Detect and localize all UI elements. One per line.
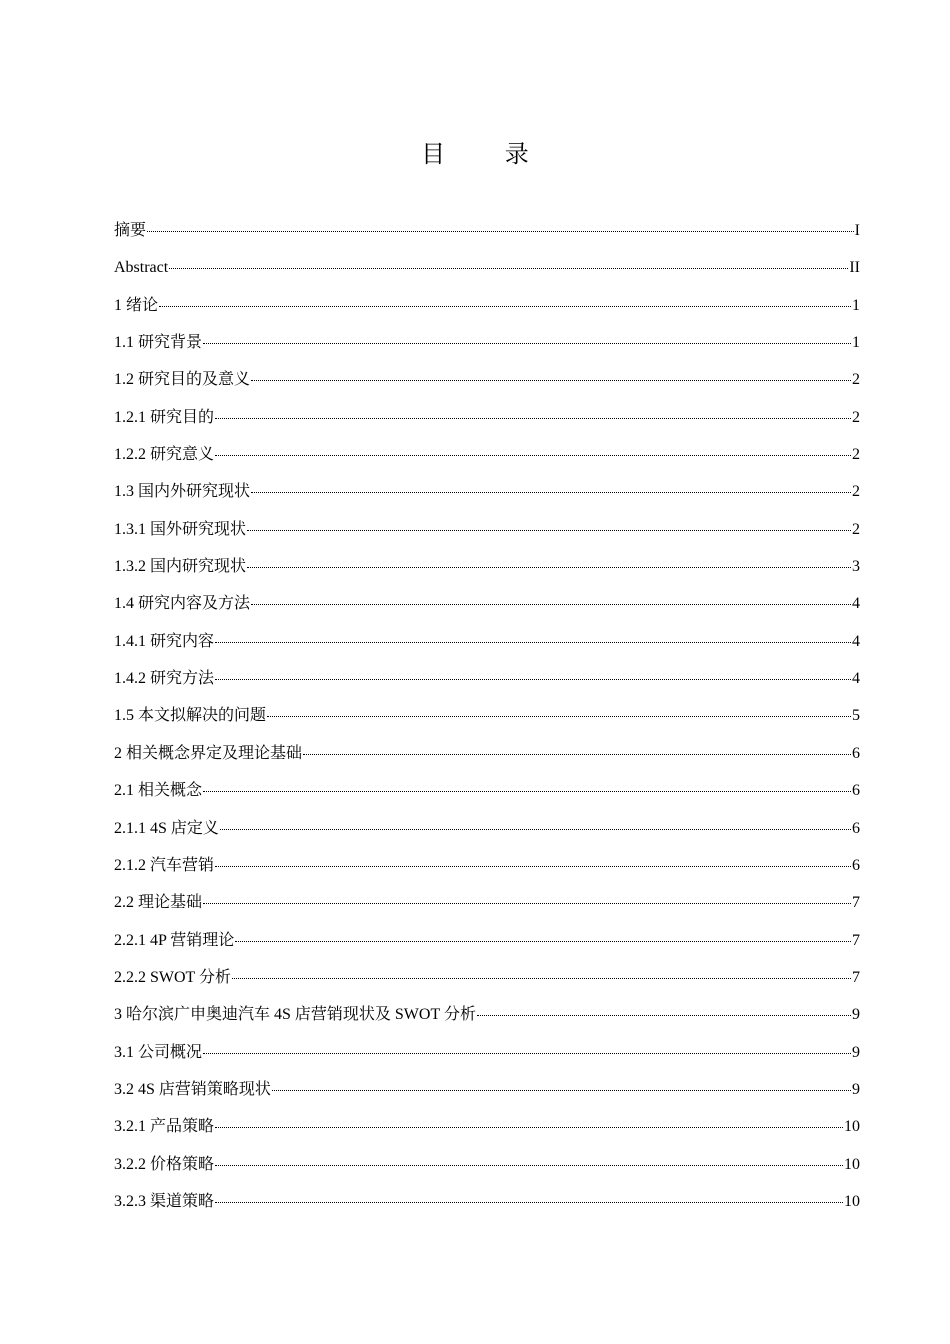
toc-dot-leader (215, 1202, 843, 1203)
toc-dot-leader (203, 791, 851, 792)
toc-entry-page-number: II (849, 259, 860, 277)
toc-entry-label: 3 哈尔滨广申奥迪汽车 4S 店营销现状及 SWOT 分析 (114, 1006, 476, 1024)
toc-entry[interactable] (114, 1076, 860, 1113)
toc-entry-page-number: 6 (852, 744, 860, 762)
toc-entry-label: 3.1 公司概况 (114, 1043, 203, 1061)
toc-entry-page-number: 4 (852, 595, 860, 613)
toc-entry[interactable] (114, 366, 860, 403)
toc-entry-label: 1.2.1 研究目的 (114, 408, 215, 426)
toc-dot-leader (215, 1165, 843, 1166)
toc-dot-leader (203, 343, 851, 344)
toc-entry[interactable] (114, 441, 860, 478)
toc-entry[interactable] (114, 590, 860, 627)
toc-entry-page-number: 1 (852, 334, 860, 352)
toc-entry-page-number: 10 (844, 1155, 860, 1173)
toc-entry[interactable] (114, 292, 860, 329)
toc-entry-label: 1.4.2 研究方法 (114, 670, 215, 688)
toc-entry-label: 3.2 4S 店营销策略现状 (114, 1080, 271, 1098)
toc-dot-leader (203, 1053, 851, 1054)
toc-entry[interactable] (114, 478, 860, 515)
toc-entry[interactable] (114, 1039, 860, 1076)
toc-entry[interactable] (114, 740, 860, 777)
toc-entry[interactable] (114, 628, 860, 665)
toc-entry[interactable] (114, 1151, 860, 1188)
toc-entry[interactable] (114, 815, 860, 852)
toc-dot-leader (251, 380, 851, 381)
toc-entry[interactable] (114, 702, 860, 739)
toc-entry[interactable] (114, 217, 860, 254)
toc-entry[interactable] (114, 777, 860, 814)
toc-dot-leader (215, 642, 851, 643)
toc-entry-label: 1.4.1 研究内容 (114, 632, 215, 650)
toc-dot-leader (159, 306, 851, 307)
toc-entry-label: 2.1.1 4S 店定义 (114, 819, 219, 837)
toc-entry-label: 2.2.2 SWOT 分析 (114, 968, 232, 986)
toc-dot-leader (203, 903, 851, 904)
toc-entry-label: 3.2.3 渠道策略 (114, 1192, 215, 1210)
toc-entry-page-number: 2 (852, 371, 860, 389)
toc-entry-label: 1.2 研究目的及意义 (114, 371, 251, 389)
toc-entry[interactable] (114, 553, 860, 590)
toc-entry[interactable] (114, 852, 860, 889)
toc-entry-page-number: 7 (852, 931, 860, 949)
toc-entry[interactable] (114, 665, 860, 702)
toc-entry[interactable] (114, 329, 860, 366)
toc-entry-page-number: 9 (852, 1080, 860, 1098)
toc-entry-label: 1 绪论 (114, 296, 159, 314)
toc-entry-page-number: 10 (844, 1118, 860, 1136)
toc-entry-page-number: 7 (852, 968, 860, 986)
toc-entry-page-number: 10 (844, 1192, 860, 1210)
toc-entry-page-number: 7 (852, 894, 860, 912)
toc-entry-label: 3.2.2 价格策略 (114, 1155, 215, 1173)
toc-dot-leader (215, 1127, 843, 1128)
toc-entry-page-number: 5 (852, 707, 860, 725)
toc-entry-label: 1.4 研究内容及方法 (114, 595, 251, 613)
toc-entry[interactable] (114, 516, 860, 553)
toc-dot-leader (251, 604, 851, 605)
toc-entry-label: 3.2.1 产品策略 (114, 1118, 215, 1136)
toc-dot-leader (215, 418, 851, 419)
toc-entry-label: 2.1 相关概念 (114, 782, 203, 800)
toc-entry-page-number: 9 (852, 1043, 860, 1061)
toc-dot-leader (247, 530, 851, 531)
toc-entry-label: Abstract (114, 259, 169, 277)
toc-entry-label: 2.2 理论基础 (114, 894, 203, 912)
toc-entry-page-number: 1 (852, 296, 860, 314)
toc-entry-page-number: 2 (852, 520, 860, 538)
toc-dot-leader (147, 231, 854, 232)
toc-entry-page-number: 6 (852, 819, 860, 837)
toc-dot-leader (215, 679, 851, 680)
toc-entry-page-number: 2 (852, 446, 860, 464)
toc-title: 目 录 (421, 140, 555, 169)
toc-dot-leader (267, 716, 851, 717)
toc-dot-leader (169, 268, 848, 269)
toc-entry-label: 1.3 国内外研究现状 (114, 483, 251, 501)
toc-dot-leader (247, 567, 851, 568)
toc-entry[interactable] (114, 889, 860, 926)
toc-entry[interactable] (114, 927, 860, 964)
toc-entry-label: 1.2.2 研究意义 (114, 446, 215, 464)
toc-dot-leader (215, 866, 851, 867)
toc-dot-leader (272, 1090, 851, 1091)
toc-dot-leader (215, 455, 851, 456)
toc-entry[interactable] (114, 1113, 860, 1150)
toc-entry-page-number: 2 (852, 483, 860, 501)
toc-entry[interactable] (114, 1001, 860, 1038)
toc-entry-page-number: 3 (852, 558, 860, 576)
toc-dot-leader (303, 754, 851, 755)
toc-entry-page-number: 2 (852, 408, 860, 426)
toc-entry-label: 1.1 研究背景 (114, 334, 203, 352)
toc-entry-page-number: I (854, 222, 860, 239)
toc-dot-leader (477, 1015, 851, 1016)
toc-entry-label: 1.5 本文拟解决的问题 (114, 707, 267, 725)
toc-entry-label: 1.3.2 国内研究现状 (114, 558, 247, 576)
toc-entry[interactable] (114, 404, 860, 441)
toc-dot-leader (220, 829, 851, 830)
toc-entry-page-number: 9 (852, 1006, 860, 1024)
toc-dot-leader (235, 941, 851, 942)
toc-entry-label: 摘要 (114, 222, 147, 239)
toc-entry-label: 1.3.1 国外研究现状 (114, 520, 247, 538)
toc-entry-page-number: 4 (852, 670, 860, 688)
toc-entry-page-number: 6 (852, 782, 860, 800)
toc-entry-label: 2.2.1 4P 营销理论 (114, 931, 235, 949)
toc-entry-label: 2.1.2 汽车营销 (114, 856, 215, 874)
toc-entry-label: 2 相关概念界定及理论基础 (114, 744, 303, 762)
toc-entry-page-number: 6 (852, 856, 860, 874)
toc-entry[interactable] (114, 1188, 860, 1225)
toc-entry-page-number: 4 (852, 632, 860, 650)
toc-entry[interactable] (114, 254, 860, 291)
table-of-contents (114, 217, 860, 1225)
toc-dot-leader (251, 492, 851, 493)
toc-dot-leader (232, 978, 851, 979)
toc-entry[interactable] (114, 964, 860, 1001)
